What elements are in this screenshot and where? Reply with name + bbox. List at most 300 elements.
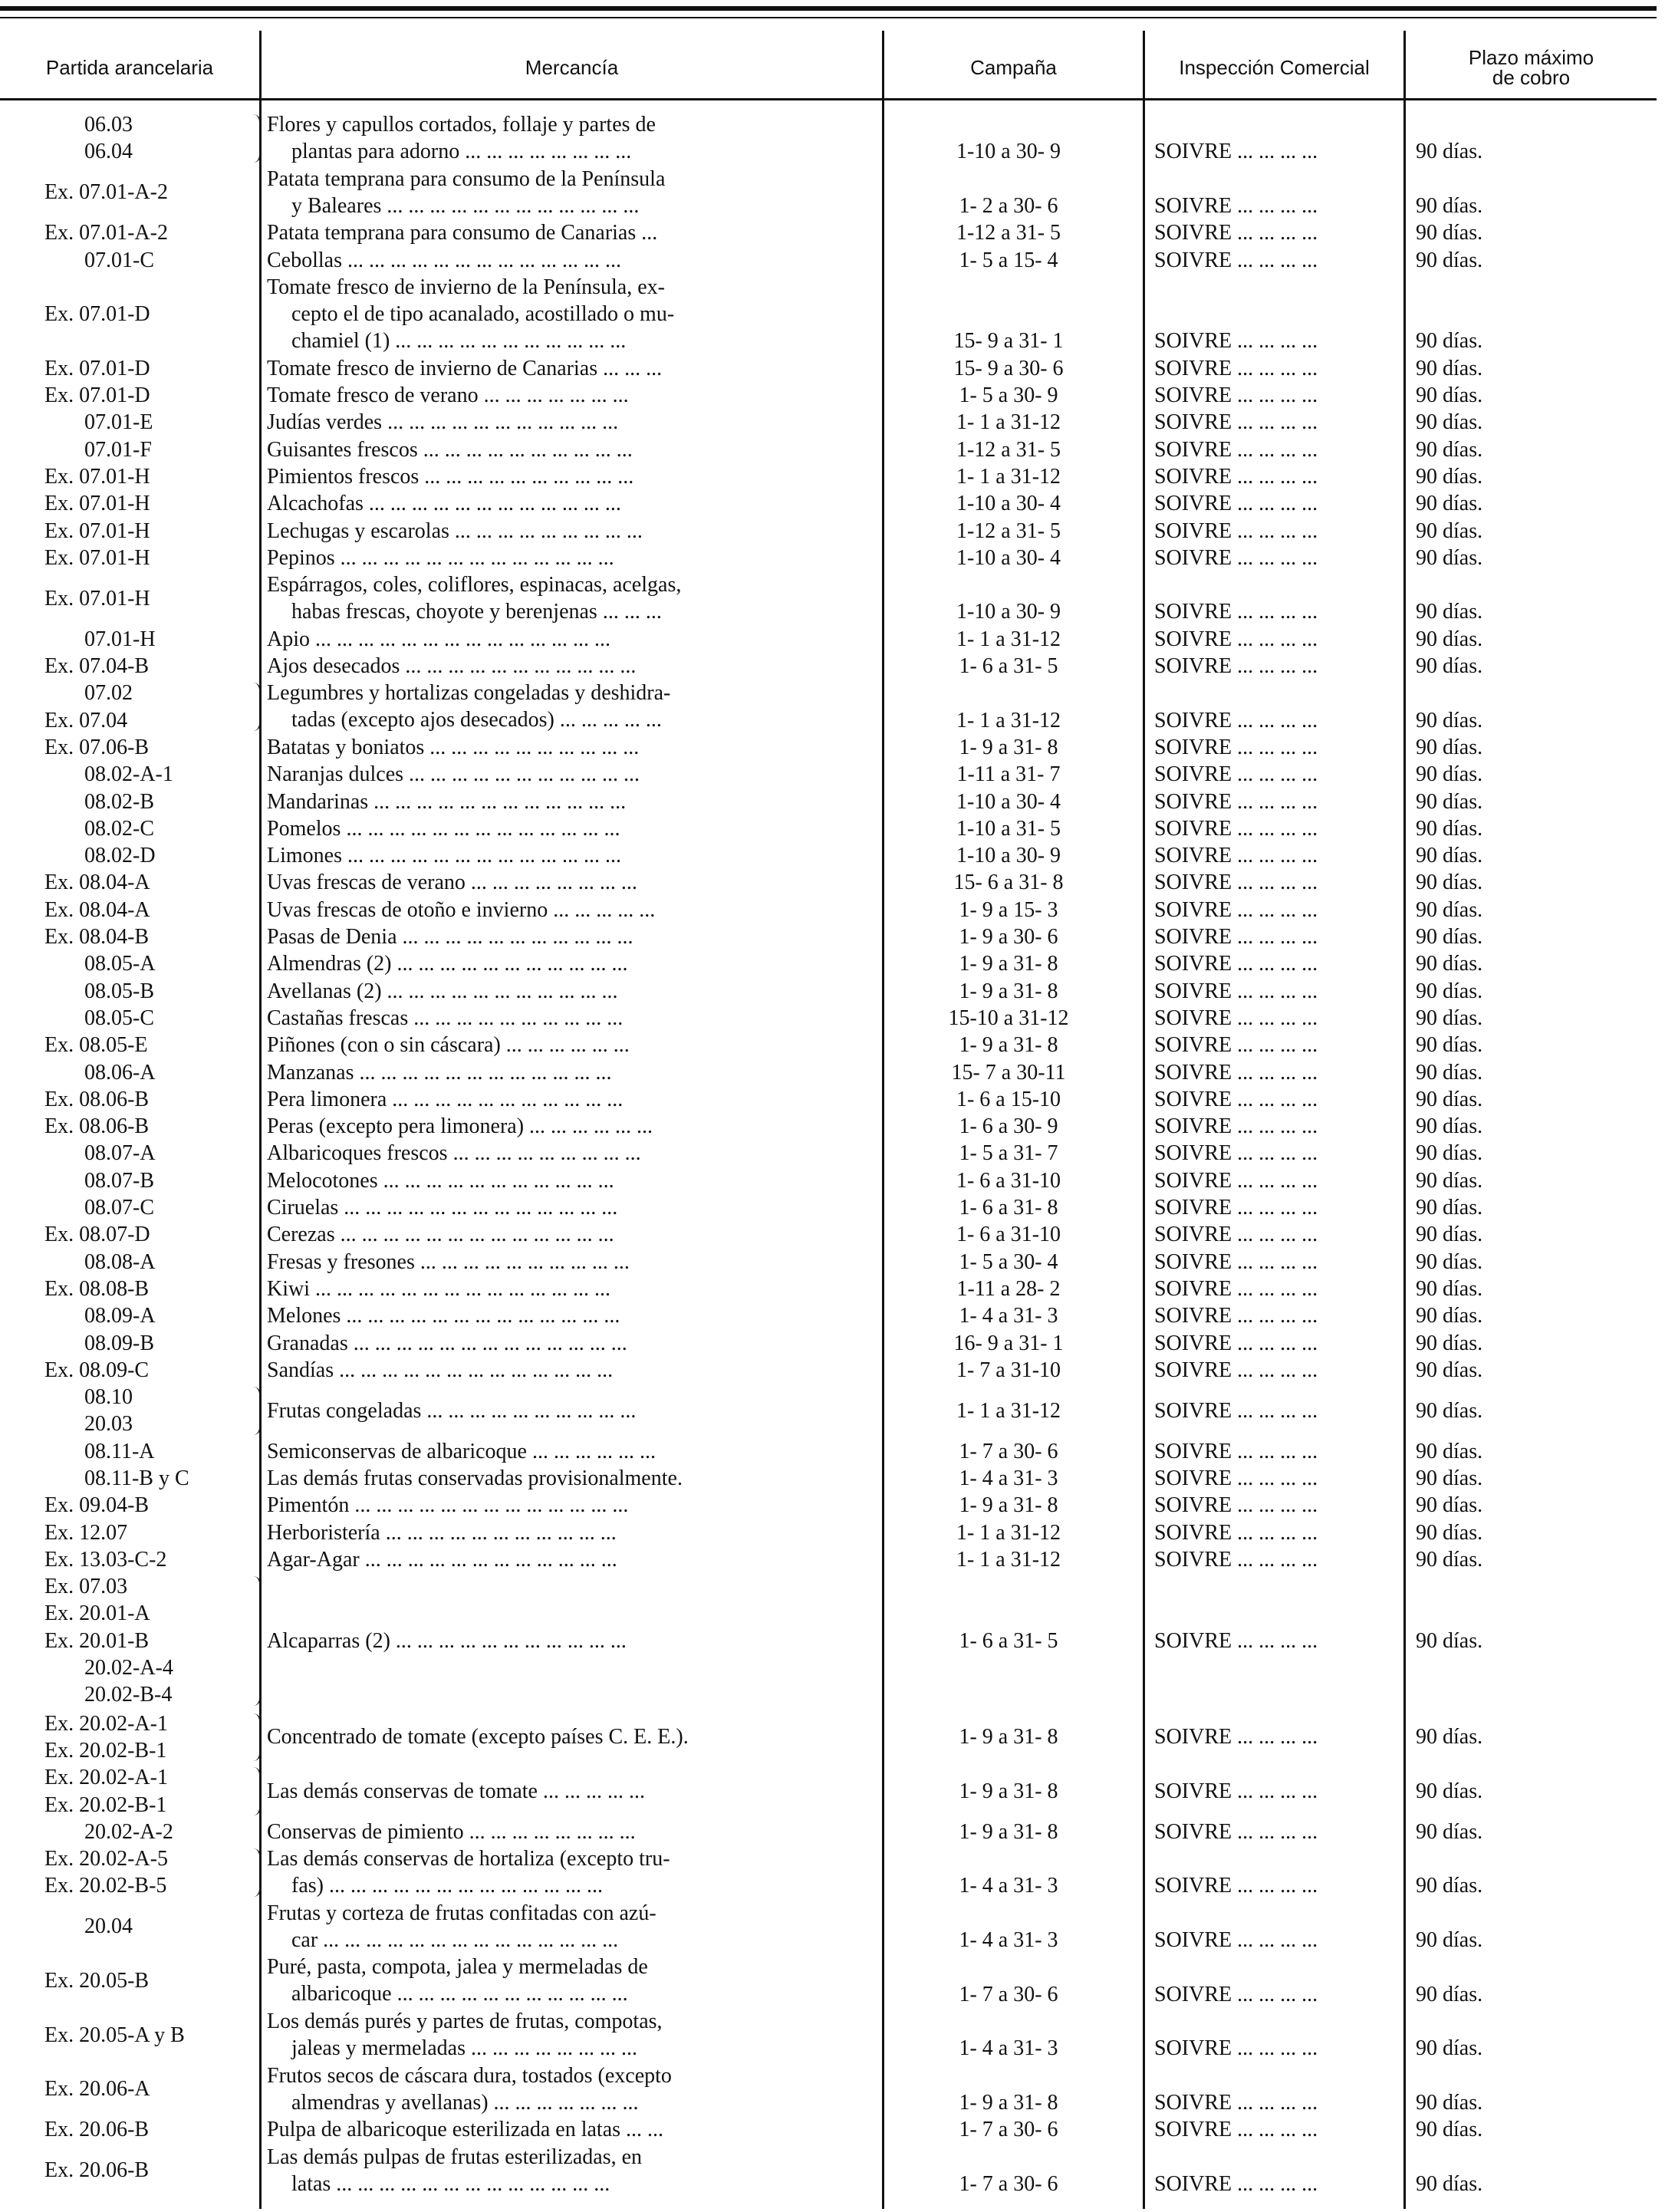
mercancia-cell — [267, 1194, 873, 1221]
inspeccion-cell: SOIVRE ... ... ... ... — [1154, 2171, 1318, 2196]
partida-cell — [15, 1221, 245, 1248]
inspeccion-cell: SOIVRE ... ... ... ... — [1154, 1087, 1318, 1111]
mercancia-line: Patata temprana para consumo de Canarias ... — [267, 221, 658, 245]
campana-cell: 1- 9 a 31- 8 — [959, 1493, 1058, 1518]
campana-cell: 1- 6 a 31- 5 — [959, 654, 1058, 678]
mercancia-line: Tomate fresco de verano ... ... ... ... ... ... ... — [267, 383, 629, 407]
mercancia-cell — [267, 409, 873, 436]
inspeccion-cell: SOIVRE ... ... ... ... — [1154, 1006, 1318, 1030]
plazo-cell: 90 días. — [1416, 2118, 1483, 2142]
partida-code: Ex. 08.04-A — [44, 871, 150, 895]
plazo-cell: 90 días. — [1416, 356, 1483, 380]
campana-cell: 1-12 a 31- 5 — [956, 518, 1061, 543]
mercancia-line: Puré, pasta, compota, jalea y mermeladas de — [267, 1955, 648, 1980]
campana-cell: 1- 9 a 30- 6 — [959, 925, 1058, 949]
table-row — [0, 869, 1665, 896]
inspeccion-cell: SOIVRE ... ... ... ... — [1154, 871, 1318, 895]
plazo-cell: 90 días. — [1416, 1725, 1483, 1750]
table-row — [0, 1519, 1665, 1546]
mercancia-line: Concentrado de tomate (excepto países C. E. E.). — [267, 1725, 689, 1750]
mercancia-cell — [267, 2116, 873, 2143]
mercancia-cell — [267, 355, 873, 382]
table-row — [0, 1710, 1665, 1765]
top-rule-thin — [0, 17, 1657, 18]
campana-cell: 1- 5 a 15- 4 — [959, 248, 1058, 272]
mercancia-cell — [267, 950, 873, 977]
inspeccion-cell: SOIVRE ... ... ... ... — [1154, 383, 1318, 407]
plazo-cell: 90 días. — [1416, 221, 1483, 245]
plazo-cell: 90 días. — [1416, 735, 1483, 759]
inspeccion-cell: SOIVRE ... ... ... ... — [1154, 952, 1318, 976]
mercancia-line: Agar-Agar ... ... ... ... ... ... ... ... ... ... ... ... — [267, 1547, 617, 1572]
partida-code: Ex. 20.01-B — [44, 1628, 150, 1653]
mercancia-cell — [267, 788, 873, 815]
partida-code: Ex. 07.04-B — [44, 654, 150, 678]
partida-code: Ex. 20.02-A-5 — [44, 1847, 168, 1871]
mercancia-line: Semiconservas de albaricoque ... ... ... ... ... ... — [267, 1439, 656, 1463]
mercancia-line: car ... ... ... ... ... ... ... ... ... ... ... ... ... ... — [291, 1927, 619, 1952]
table-row — [0, 1140, 1665, 1167]
campana-cell: 1- 9 a 31- 8 — [959, 952, 1058, 976]
partida-code: Ex. 12.07 — [44, 1520, 128, 1545]
table-row — [0, 1819, 1665, 1845]
partida-code: 07.01-H — [84, 627, 156, 651]
partida-cell — [15, 179, 245, 206]
partida-code: Ex. 07.01-D — [44, 383, 150, 407]
campana-cell: 1- 1 a 31-12 — [956, 708, 1061, 732]
partida-code: 08.02-C — [84, 816, 154, 841]
table-row — [0, 518, 1665, 545]
partida-cell — [15, 815, 245, 842]
plazo-cell: 90 días. — [1416, 1358, 1483, 1382]
partida-cell — [15, 1249, 245, 1276]
table-row — [0, 1167, 1665, 1194]
mercancia-line: Castañas frescas ... ... ... ... ... ... ... ... ... ... — [267, 1006, 624, 1030]
partida-cell — [15, 1465, 245, 1492]
inspeccion-cell: SOIVRE ... ... ... ... — [1154, 2118, 1318, 2142]
table-row — [0, 1032, 1665, 1058]
plazo-cell: 90 días. — [1416, 545, 1483, 570]
mercancia-cell — [267, 2144, 873, 2197]
mercancia-cell — [267, 1465, 873, 1492]
mercancia-line: Conservas de pimiento ... ... ... ... ... ... ... ... — [267, 1819, 636, 1844]
mercancia-cell — [267, 1330, 873, 1357]
campana-cell: 1-10 a 30- 4 — [956, 789, 1061, 814]
partida-code: Ex. 20.02-B-1 — [44, 1738, 167, 1763]
mercancia-cell — [267, 923, 873, 950]
mercancia-line: Las demás pulpas de frutas esterilizadas, en — [267, 2145, 643, 2169]
partida-cell — [15, 1005, 245, 1032]
campana-cell: 1- 1 a 31-12 — [956, 1398, 1061, 1423]
partida-code: 08.07-A — [84, 1141, 156, 1166]
mercancia-line: cepto el de tipo acanalado, acostillado o mu- — [291, 301, 675, 326]
mercancia-cell — [267, 1723, 873, 1750]
inspeccion-cell: SOIVRE ... ... ... ... — [1154, 1725, 1318, 1750]
table-row — [0, 2062, 1665, 2117]
plazo-cell: 90 días. — [1416, 1466, 1483, 1490]
inspeccion-cell: SOIVRE ... ... ... ... — [1154, 1520, 1318, 1545]
partida-cell — [15, 653, 245, 680]
partida-code: Ex. 20.06-B — [44, 2118, 150, 2142]
campana-cell: 1-10 a 30- 4 — [956, 545, 1061, 570]
partida-code: 07.01-F — [84, 437, 152, 462]
inspeccion-cell: SOIVRE ... ... ... ... — [1154, 735, 1318, 759]
table-row — [0, 1845, 1665, 1900]
plazo-cell: 90 días. — [1416, 1087, 1483, 1111]
inspeccion-cell: SOIVRE ... ... ... ... — [1154, 1398, 1318, 1423]
table-row — [0, 950, 1665, 977]
plazo-cell: 90 días. — [1416, 1779, 1483, 1803]
inspeccion-cell: SOIVRE ... ... ... ... — [1154, 1304, 1318, 1328]
mercancia-line: Limones ... ... ... ... ... ... ... ... ... ... ... ... ... — [267, 844, 621, 868]
plazo-cell: 90 días. — [1416, 1928, 1483, 1953]
inspeccion-cell: SOIVRE ... ... ... ... — [1154, 221, 1318, 245]
campana-cell: 1- 1 a 31-12 — [956, 410, 1061, 435]
plazo-cell: 90 días. — [1416, 979, 1483, 1003]
inspeccion-cell: SOIVRE ... ... ... ... — [1154, 979, 1318, 1003]
campana-cell: 1- 2 a 30- 6 — [959, 193, 1058, 218]
mercancia-line: Pimentón ... ... ... ... ... ... ... ... ... ... ... ... ... — [267, 1493, 629, 1518]
plazo-cell: 90 días. — [1416, 140, 1483, 164]
inspeccion-cell: SOIVRE ... ... ... ... — [1154, 1276, 1318, 1301]
mercancia-line: Melocotones ... ... ... ... ... ... ... ... ... ... ... — [267, 1168, 614, 1193]
campana-cell: 1- 4 a 31- 3 — [959, 2036, 1058, 2061]
mercancia-cell — [267, 1900, 873, 1954]
campana-cell: 1- 1 a 31-12 — [956, 1520, 1061, 1545]
grouping-brace — [248, 1713, 261, 1762]
partida-cell — [15, 1113, 245, 1140]
table-row — [0, 463, 1665, 490]
inspeccion-cell: SOIVRE ... ... ... ... — [1154, 437, 1318, 462]
partida-cell — [15, 490, 245, 517]
mercancia-line: Piñones (con o sin cáscara) ... ... ... ... ... ... — [267, 1033, 630, 1058]
partida-code: Ex. 07.04 — [44, 708, 128, 732]
campana-cell: 16- 9 a 31- 1 — [953, 1331, 1064, 1355]
partida-code: Ex. 07.01-A-2 — [44, 180, 168, 205]
campana-cell: 15- 9 a 31- 1 — [953, 329, 1064, 354]
partida-cell — [15, 2157, 245, 2184]
table-row — [0, 1276, 1665, 1302]
inspeccion-cell: SOIVRE ... ... ... ... — [1154, 1114, 1318, 1139]
table-row — [0, 897, 1665, 923]
partida-cell — [15, 1194, 245, 1221]
mercancia-cell — [267, 111, 873, 165]
partida-cell — [15, 1276, 245, 1302]
partida-code: Ex. 07.01-H — [44, 586, 150, 611]
mercancia-cell — [267, 842, 873, 869]
partida-cell — [15, 626, 245, 653]
mercancia-line: Apio ... ... ... ... ... ... ... ... ... ... ... ... ... ... — [267, 627, 610, 651]
campana-cell: 1- 9 a 31- 8 — [959, 979, 1058, 1003]
table-row — [0, 247, 1665, 274]
mercancia-line: Herboristería ... ... ... ... ... ... ... ... ... ... ... — [267, 1520, 617, 1545]
mercancia-line: Guisantes frescos ... ... ... ... ... ... ... ... ... ... — [267, 437, 633, 462]
partida-code: 08.07-C — [84, 1196, 154, 1220]
inspeccion-cell: SOIVRE ... ... ... ... — [1154, 1982, 1318, 2006]
mercancia-cell — [267, 219, 873, 246]
top-rule-thick — [0, 6, 1657, 11]
partida-code: Ex. 08.06-B — [44, 1087, 150, 1111]
header-partida-label: Partida arancelaria — [45, 55, 214, 79]
partida-cell — [15, 545, 245, 571]
partida-cell — [15, 2022, 245, 2049]
inspeccion-cell: SOIVRE ... ... ... ... — [1154, 1779, 1318, 1803]
mercancia-cell — [267, 1397, 873, 1424]
campana-cell: 1- 6 a 31- 8 — [959, 1196, 1058, 1220]
table-row — [0, 1357, 1665, 1384]
plazo-cell: 90 días. — [1416, 1304, 1483, 1328]
plazo-cell: 90 días. — [1416, 762, 1483, 787]
table-row — [0, 1221, 1665, 1248]
partida-code: Ex. 20.02-B-5 — [44, 1874, 167, 1898]
mercancia-cell — [267, 1519, 873, 1546]
partida-code: Ex. 07.01-D — [44, 302, 150, 327]
inspeccion-cell: SOIVRE ... ... ... ... — [1154, 2036, 1318, 2061]
campana-cell: 1-11 a 28- 2 — [956, 1276, 1061, 1301]
mercancia-cell — [267, 545, 873, 571]
campana-cell: 1- 6 a 30- 9 — [959, 1114, 1058, 1139]
mercancia-cell — [267, 1113, 873, 1140]
partida-cell — [15, 301, 245, 328]
partida-code: 08.08-A — [84, 1249, 156, 1274]
table-row — [0, 111, 1665, 166]
plazo-cell: 90 días. — [1416, 925, 1483, 949]
partida-cell — [15, 1330, 245, 1357]
plazo-cell: 90 días. — [1416, 897, 1483, 922]
partida-code: 08.02-B — [84, 789, 154, 814]
plazo-cell: 90 días. — [1416, 1331, 1483, 1355]
table-row — [0, 1573, 1665, 1709]
table-row — [0, 1059, 1665, 1086]
partida-cell — [15, 247, 245, 274]
inspeccion-cell: SOIVRE ... ... ... ... — [1154, 762, 1318, 787]
mercancia-cell — [267, 897, 873, 923]
partida-cell — [15, 978, 245, 1005]
inspeccion-cell: SOIVRE ... ... ... ... — [1154, 1819, 1318, 1844]
campana-cell: 1- 7 a 30- 6 — [959, 2118, 1058, 2142]
mercancia-cell — [267, 1086, 873, 1113]
mercancia-cell — [267, 1059, 873, 1086]
mercancia-cell — [267, 1032, 873, 1058]
plazo-cell: 90 días. — [1416, 1819, 1483, 1844]
mercancia-cell — [267, 978, 873, 1005]
campana-cell: 1- 9 a 31- 8 — [959, 1779, 1058, 1803]
mercancia-line: Pomelos ... ... ... ... ... ... ... ... ... ... ... ... ... — [267, 816, 620, 841]
campana-cell: 1-10 a 30- 9 — [956, 844, 1061, 868]
plazo-cell: 90 días. — [1416, 844, 1483, 868]
mercancia-line: Frutos secos de cáscara dura, tostados (excepto — [267, 2063, 672, 2088]
campana-cell: 1- 9 a 31- 8 — [959, 2090, 1058, 2115]
plazo-cell: 90 días. — [1416, 1398, 1483, 1423]
mercancia-line: Las demás conservas de hortaliza (excepto tru- — [267, 1847, 670, 1871]
campana-cell: 1- 1 a 31-12 — [956, 627, 1061, 651]
partida-code: Ex. 20.05-B — [44, 1969, 150, 1993]
table-row — [0, 355, 1665, 382]
plazo-cell: 90 días. — [1416, 1520, 1483, 1545]
mercancia-line: Pepinos ... ... ... ... ... ... ... ... ... ... ... ... ... — [267, 545, 614, 570]
partida-code: Ex. 13.03-C-2 — [44, 1547, 167, 1572]
mercancia-line: Peras (excepto pera limonera) ... ... ... ... ... ... — [267, 1114, 653, 1139]
table-row — [0, 1465, 1665, 1492]
campana-cell: 1- 9 a 15- 3 — [959, 897, 1058, 922]
partida-code: Ex. 07.03 — [44, 1575, 128, 1599]
plazo-cell: 90 días. — [1416, 708, 1483, 732]
partida-cell — [15, 1546, 245, 1573]
partida-cell — [15, 788, 245, 815]
header-mercancia-label: Mercancía — [525, 55, 619, 79]
mercancia-line: Pimientos frescos ... ... ... ... ... ... ... ... ... ... — [267, 464, 634, 489]
partida-code: Ex. 20.02-B-1 — [44, 1792, 167, 1817]
mercancia-line: Cebollas ... ... ... ... ... ... ... ... ... ... ... ... ... — [267, 248, 621, 272]
inspeccion-cell: SOIVRE ... ... ... ... — [1154, 816, 1318, 841]
inspeccion-cell: SOIVRE ... ... ... ... — [1154, 1493, 1318, 1518]
table-row — [0, 653, 1665, 680]
campana-cell: 1- 9 a 31- 8 — [959, 1819, 1058, 1844]
inspeccion-cell: SOIVRE ... ... ... ... — [1154, 844, 1318, 868]
partida-code: Ex. 07.01-H — [44, 464, 150, 489]
partida-cell — [15, 1032, 245, 1058]
partida-cell — [15, 2116, 245, 2143]
partida-cell — [15, 2075, 245, 2102]
plazo-cell: 90 días. — [1416, 1547, 1483, 1572]
partida-code: 08.09-A — [84, 1304, 156, 1328]
mercancia-line: albaricoque ... ... ... ... ... ... ... ... ... ... ... — [291, 1982, 628, 2006]
plazo-cell: 90 días. — [1416, 518, 1483, 543]
table-row — [0, 1764, 1665, 1819]
campana-cell: 1- 6 a 31-10 — [956, 1223, 1061, 1247]
partida-code: Ex. 20.02-A-1 — [44, 1766, 168, 1790]
partida-code: Ex. 07.06-B — [44, 735, 150, 759]
inspeccion-cell: SOIVRE ... ... ... ... — [1154, 193, 1318, 218]
mercancia-line: Uvas frescas de verano ... ... ... ... ... ... ... ... — [267, 871, 637, 895]
partida-cell — [15, 869, 245, 896]
inspeccion-cell: SOIVRE ... ... ... ... — [1154, 925, 1318, 949]
partida-cell — [15, 734, 245, 761]
inspeccion-cell: SOIVRE ... ... ... ... — [1154, 708, 1318, 732]
campana-cell: 1- 1 a 31-12 — [956, 1547, 1061, 1572]
plazo-cell: 90 días. — [1416, 383, 1483, 407]
table-row — [0, 2116, 1665, 2143]
partida-cell — [15, 1140, 245, 1167]
mercancia-cell — [267, 734, 873, 761]
mercancia-line: latas ... ... ... ... ... ... ... ... ... ... ... ... ... — [291, 2171, 610, 2196]
mercancia-line: y Baleares ... ... ... ... ... ... ... ... ... ... ... ... — [291, 193, 640, 218]
header-inspeccion — [1145, 31, 1403, 104]
mercancia-line: Las demás conservas de tomate ... ... ... ... ... — [267, 1779, 645, 1803]
table-row — [0, 1005, 1665, 1032]
plazo-cell: 90 días. — [1416, 1033, 1483, 1058]
plazo-cell: 90 días. — [1416, 627, 1483, 651]
partida-cell — [15, 219, 245, 246]
plazo-cell: 90 días. — [1416, 464, 1483, 489]
table-row — [0, 1194, 1665, 1221]
plazo-cell: 90 días. — [1416, 1982, 1483, 2006]
partida-cell — [15, 585, 245, 612]
table-row — [0, 1249, 1665, 1276]
inspeccion-cell: SOIVRE ... ... ... ... — [1154, 464, 1318, 489]
mercancia-cell — [267, 1954, 873, 2007]
plazo-cell: 90 días. — [1416, 1493, 1483, 1518]
partida-cell — [15, 436, 245, 463]
campana-cell: 1- 5 a 31- 7 — [959, 1141, 1058, 1166]
mercancia-line: almendras y avellanas) ... ... ... ... ... ... ... — [291, 2090, 639, 2115]
partida-code: 20.04 — [84, 1914, 133, 1939]
mercancia-line: Alcachofas ... ... ... ... ... ... ... ... ... ... ... ... — [267, 492, 621, 516]
partida-code: Ex. 07.01-A-2 — [44, 221, 168, 245]
table-row — [0, 734, 1665, 761]
table-row — [0, 1086, 1665, 1113]
mercancia-line: Pasas de Denia ... ... ... ... ... ... ... ... ... ... ... — [267, 925, 633, 949]
plazo-cell: 90 días. — [1416, 1141, 1483, 1166]
campana-cell: 1-12 a 31- 5 — [956, 437, 1061, 462]
partida-cell — [15, 897, 245, 923]
plazo-cell: 90 días. — [1416, 952, 1483, 976]
mercancia-cell — [267, 1438, 873, 1465]
mercancia-line: Frutas congeladas ... ... ... ... ... ... ... ... ... ... — [267, 1398, 637, 1423]
mercancia-cell — [267, 490, 873, 517]
partida-cell — [15, 1438, 245, 1465]
inspeccion-cell: SOIVRE ... ... ... ... — [1154, 1033, 1318, 1058]
mercancia-line: fas) ... ... ... ... ... ... ... ... ... ... ... ... ... — [291, 1874, 603, 1898]
inspeccion-cell: SOIVRE ... ... ... ... — [1154, 356, 1318, 380]
mercancia-cell — [267, 653, 873, 680]
campana-cell: 1-10 a 31- 5 — [956, 816, 1061, 841]
table-row — [0, 409, 1665, 436]
partida-cell — [15, 1167, 245, 1194]
partida-code: Ex. 08.09-C — [44, 1358, 150, 1382]
partida-code: Ex. 20.06-B — [44, 2158, 150, 2183]
table-row — [0, 1330, 1665, 1357]
partida-cell — [15, 1913, 245, 1940]
inspeccion-cell: SOIVRE ... ... ... ... — [1154, 329, 1318, 354]
partida-cell — [15, 761, 245, 788]
inspeccion-cell: SOIVRE ... ... ... ... — [1154, 1196, 1318, 1220]
partida-cell — [15, 1710, 245, 1765]
table-row — [0, 166, 1665, 220]
partida-code: 06.03 — [84, 113, 133, 137]
partida-cell — [15, 923, 245, 950]
header-plazo-line2: de cobro — [1492, 65, 1571, 89]
header-mercancia — [262, 31, 882, 104]
partida-cell — [15, 1967, 245, 1994]
partida-code: 20.02-A-2 — [84, 1819, 173, 1844]
mercancia-line: Tomate fresco de invierno de Canarias ... ... ... — [267, 356, 663, 380]
header-campana-label: Campaña — [970, 55, 1057, 79]
campana-cell: 15- 6 a 31- 8 — [953, 871, 1064, 895]
partida-code: Ex. 09.04-B — [44, 1493, 150, 1518]
table-row — [0, 436, 1665, 463]
inspeccion-cell: SOIVRE ... ... ... ... — [1154, 410, 1318, 435]
partida-code: Ex. 07.01-H — [44, 545, 150, 570]
partida-code: 08.05-B — [84, 979, 154, 1003]
partida-cell — [15, 463, 245, 490]
table-row — [0, 490, 1665, 517]
plazo-cell: 90 días. — [1416, 329, 1483, 354]
partida-code: Ex. 08.08-B — [44, 1276, 150, 1301]
partida-cell — [15, 1764, 245, 1819]
mercancia-line: Batatas y boniatos ... ... ... ... ... ... ... ... ... ... — [267, 735, 640, 759]
campana-cell: 1-10 a 30- 9 — [956, 600, 1061, 624]
mercancia-line: Ajos desecados ... ... ... ... ... ... ... ... ... ... ... — [267, 654, 637, 678]
partida-cell — [15, 1086, 245, 1113]
mercancia-line: Alcaparras (2) ... ... ... ... ... ... ... ... ... ... ... — [267, 1628, 627, 1653]
partida-code: 08.11-B y C — [84, 1466, 189, 1490]
plazo-cell: 90 días. — [1416, 1276, 1483, 1301]
campana-cell: 1-12 a 31- 5 — [956, 221, 1061, 245]
mercancia-line: Mandarinas ... ... ... ... ... ... ... ... ... ... ... ... — [267, 789, 627, 814]
partida-code: Ex. 08.05-E — [44, 1033, 148, 1058]
partida-code: 20.02-B-4 — [84, 1683, 173, 1707]
